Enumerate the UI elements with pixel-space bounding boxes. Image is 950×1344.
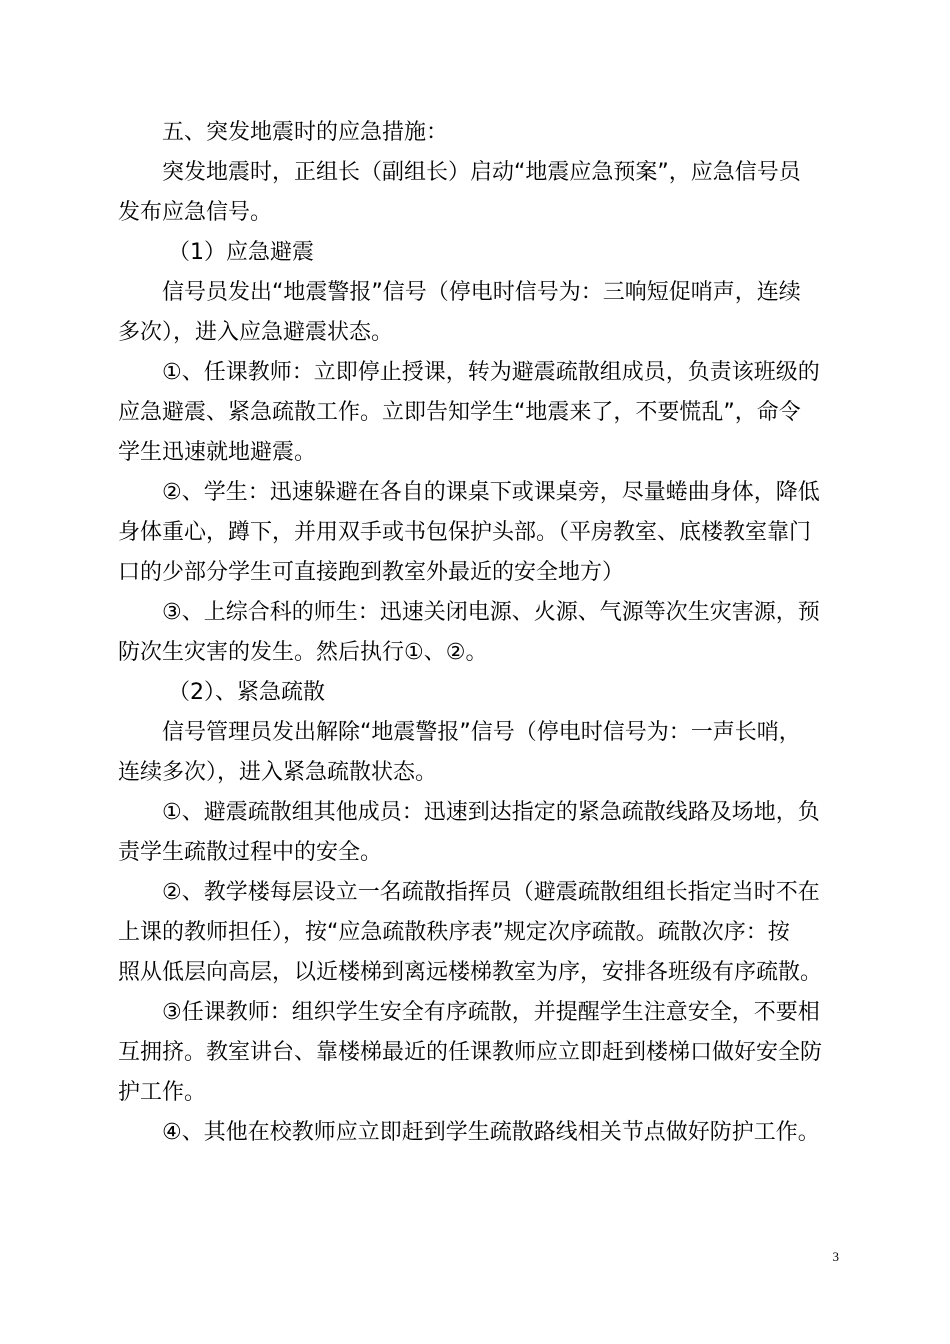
- paragraph-line: 上课的教师担任），按“应急疏散秩序表”规定次序疏散。疏散次序：按: [118, 920, 790, 945]
- paragraph-line: 信号员发出“地震警报”信号（停电时信号为：三响短促哨声，连续: [162, 280, 801, 305]
- paragraph-line: 多次），进入应急避震状态。: [118, 320, 394, 345]
- paragraph-line: 突发地震时，正组长（副组长）启动“地震应急预案”，应急信号员: [162, 160, 801, 185]
- paragraph-line: ④、其他在校教师应立即赶到学生疏散路线相关节点做好防护工作。: [162, 1120, 820, 1145]
- paragraph-line: ①、任课教师：立即停止授课，转为避震疏散组成员，负责该班级的: [162, 360, 820, 385]
- paragraph-line: 应急避震、紧急疏散工作。立即告知学生“地震来了，不要慌乱”，命令: [118, 400, 801, 425]
- paragraph-line: 互拥挤。教室讲台、靠楼梯最近的任课教师应立即赶到楼梯口做好安全防: [118, 1040, 823, 1065]
- paragraph-line: 口的少部分学生可直接跑到教室外最近的安全地方）: [118, 560, 625, 585]
- subheading-emergency-evacuation: （2）、紧急疏散: [168, 680, 325, 705]
- document-content: [118, 113, 843, 1153]
- paragraph-line: ③任课教师：组织学生安全有序疏散，并提醒学生注意安全，不要相: [162, 1000, 820, 1025]
- paragraph-line: ②、教学楼每层设立一名疏散指挥员（避震疏散组组长指定当时不在: [162, 880, 820, 905]
- subheading-emergency-shelter: （1）应急避震: [168, 240, 314, 265]
- paragraph-line: 信号管理员发出解除“地震警报”信号（停电时信号为：一声长哨，: [162, 720, 801, 745]
- page-number: 3: [832, 1249, 839, 1264]
- paragraph-line: 学生迅速就地避震。: [118, 440, 317, 465]
- paragraph-line: 防次生灾害的发生。然后执行①、②。: [118, 640, 488, 665]
- paragraph-line: ①、避震疏散组其他成员：迅速到达指定的紧急疏散线路及场地，负: [162, 800, 820, 825]
- section-heading: 五、突发地震时的应急措施：: [162, 120, 449, 145]
- paragraph-line: 身体重心，蹲下，并用双手或书包保护头部。（平房教室、底楼教室靠门: [118, 520, 812, 545]
- paragraph-line: 发布应急信号。: [118, 200, 273, 225]
- paragraph-line: 责学生疏散过程中的安全。: [118, 840, 383, 865]
- paragraph-line: 照从低层向高层，以近楼梯到离远楼梯教室为序，安排各班级有序疏散。: [118, 960, 823, 985]
- paragraph-line: 连续多次），进入紧急疏散状态。: [118, 760, 438, 785]
- paragraph-line: ②、学生：迅速躲避在各自的课桌下或课桌旁，尽量蜷曲身体，降低: [162, 480, 820, 505]
- paragraph-line: ③、上综合科的师生：迅速关闭电源、火源、气源等次生灾害源，预: [162, 600, 820, 625]
- paragraph-line: 护工作。: [118, 1080, 207, 1105]
